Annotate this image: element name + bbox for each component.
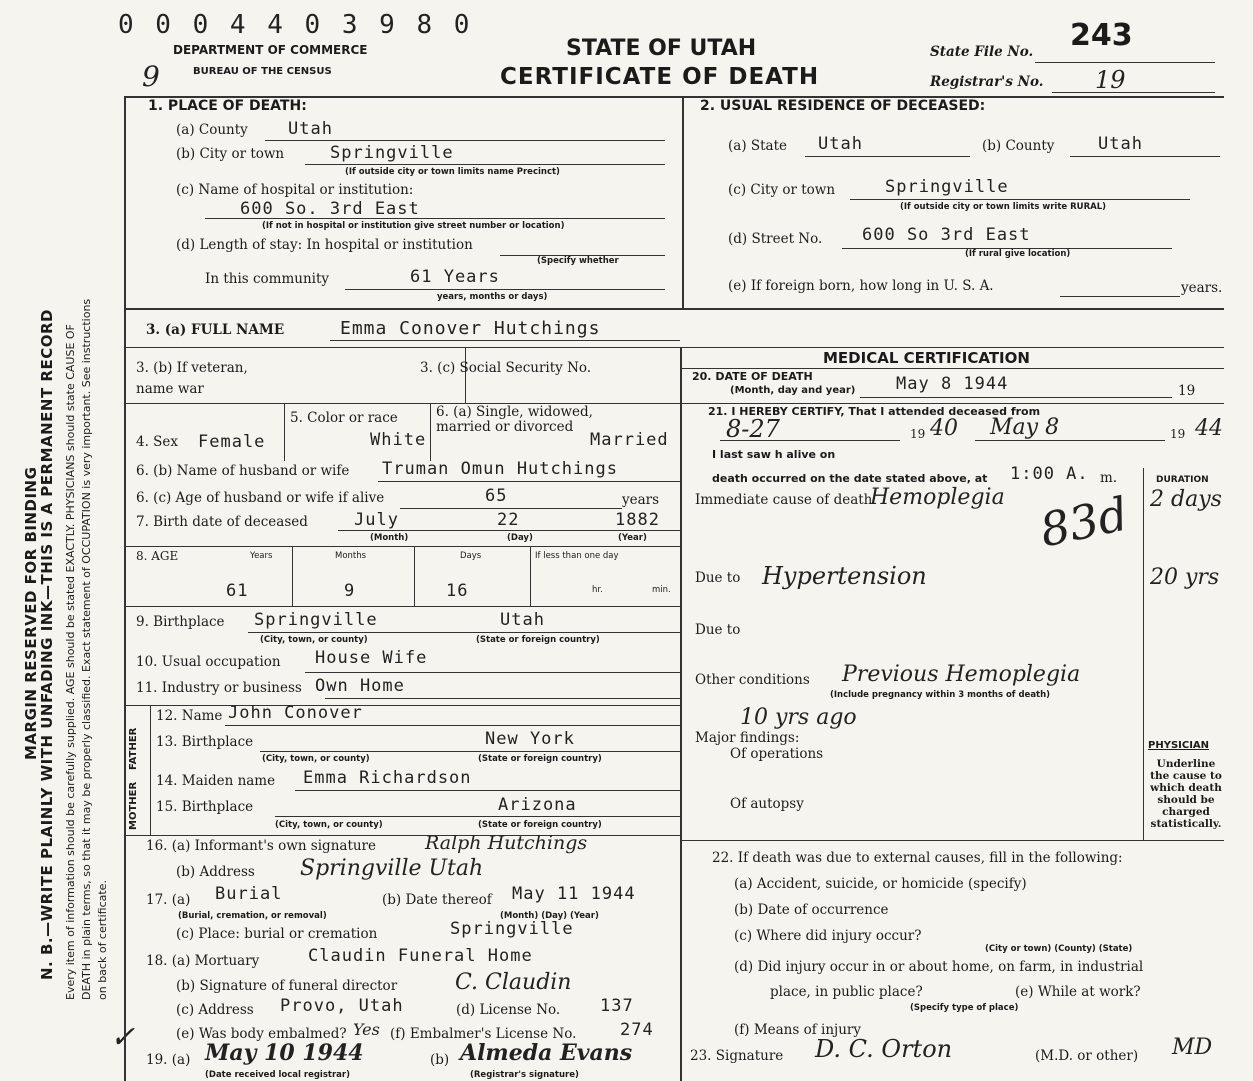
pod-hospital-note: (If not in hospital or institution give street number or location) <box>262 221 565 231</box>
res-street-value: 600 So 3rd East <box>862 225 1031 245</box>
certificate-number: 0 0 0 4 4 0 3 9 8 0 <box>118 10 473 40</box>
registrar-sig-label: (b) <box>430 1052 450 1068</box>
mother-bp-state-note: (State or foreign country) <box>478 820 602 830</box>
maiden-value: Emma Richardson <box>303 768 472 788</box>
embalmed-label: (e) Was body embalmed? <box>176 1026 347 1042</box>
birthplace-city-value: Springville <box>254 610 378 630</box>
dod-nineteen: 19 <box>1178 383 1196 399</box>
other-value: Previous Hemoplegia <box>842 662 1081 687</box>
code-mark: 83d <box>1035 486 1133 558</box>
pod-city-note: (If outside city or town limits name Precinct) <box>345 167 560 177</box>
mortuary-address-value: Provo, Utah <box>280 996 404 1016</box>
license-value: 137 <box>600 996 634 1016</box>
spouse-age-label: 6. (c) Age of husband or wife if alive <box>136 490 385 506</box>
birth-year-value: 1882 <box>615 510 660 530</box>
ssn-label: 3. (c) Social Security No. <box>420 360 592 376</box>
external-d-label: (d) Did injury occur in or about home, on farm, in industrial <box>734 959 1144 975</box>
dod-label: 20. DATE OF DEATH <box>692 370 813 383</box>
immediate-value: Hemoplegia <box>870 485 1005 510</box>
mortuary-value: Claudin Funeral Home <box>308 946 533 966</box>
age-months-label: Months <box>335 551 367 561</box>
state-file-number: 243 <box>1070 18 1133 53</box>
res-city-note: (If outside city or town limits write RURAL) <box>900 202 1107 212</box>
dod-note: (Month, day and year) <box>730 385 856 396</box>
state-file-label: State File No. <box>930 44 1034 60</box>
registrar-sig-note: (Registrar's signature) <box>470 1070 579 1080</box>
age-hr-label: hr. <box>592 585 603 595</box>
external-b-label: (b) Date of occurrence <box>734 902 889 918</box>
burial-date-note: (Month) (Day) (Year) <box>500 911 599 921</box>
burial-note: (Burial, cremation, or removal) <box>178 911 327 921</box>
age-years-label: Years <box>250 551 273 561</box>
state-title: STATE OF UTAH <box>566 36 757 61</box>
margin-binding: MARGIN RESERVED FOR BINDING <box>22 466 40 760</box>
immediate-label: Immediate cause of death <box>695 492 873 508</box>
res-street-label: (d) Street No. <box>728 231 823 247</box>
res-street-note: (If rural give location) <box>965 249 1071 259</box>
external-d-note: (Specify type of place) <box>910 1003 1019 1013</box>
maiden-label: 14. Maiden name <box>156 773 276 789</box>
father-birthplace-label: 13. Birthplace <box>156 734 254 750</box>
birthdate-label: 7. Birth date of deceased <box>136 514 308 530</box>
physician-signature: D. C. Orton <box>815 1035 953 1063</box>
birth-month-value: July <box>354 510 399 530</box>
received-date: May 10 1944 <box>205 1040 364 1066</box>
pod-community-label: In this community <box>205 271 330 287</box>
res-state-value: Utah <box>818 134 863 154</box>
mother-bp-city-note: (City, town, or county) <box>275 820 383 830</box>
embalmed-value: Yes <box>353 1020 380 1039</box>
sex-label: 4. Sex <box>136 434 179 450</box>
informant-address: Springville Utah <box>300 856 484 881</box>
spouse-label: 6. (b) Name of husband or wife <box>136 463 350 479</box>
duration-label: DURATION <box>1156 475 1209 485</box>
external-heading: 22. If death was due to external causes, fill in the following: <box>712 850 1123 866</box>
embalmer-value: 274 <box>620 1020 654 1040</box>
margin-instructions-1: Every item of information should be carefully supplied. AGE should be stated EXACTLY. PHYSICIANS should state CAUSE OF <box>64 324 77 1000</box>
registrar-label: Registrar's No. <box>930 74 1044 90</box>
pod-city-label: (b) City or town <box>176 146 285 162</box>
informant-label: 16. (a) Informant's own signature <box>146 838 377 854</box>
director-signature: C. Claudin <box>455 970 572 995</box>
to-date: May 8 <box>990 415 1060 440</box>
external-c-label: (c) Where did injury occur? <box>734 928 922 944</box>
signature-label: 23. Signature <box>690 1048 784 1064</box>
spouse-age-value: 65 <box>485 486 508 506</box>
from-date: 8-27 <box>726 415 780 443</box>
time-value: 1:00 A. <box>1010 464 1089 484</box>
mortuary-label: 18. (a) Mortuary <box>146 953 260 969</box>
veteran-label: 3. (b) If veteran, name war <box>136 360 248 397</box>
informant-address-label: (b) Address <box>176 864 255 880</box>
res-state-label: (a) State <box>728 138 788 154</box>
father-bp-state-note: (State or foreign country) <box>478 754 602 764</box>
age-days-label: Days <box>460 551 482 561</box>
father-bp-city-note: (City, town, or county) <box>262 754 370 764</box>
bureau: BUREAU OF THE CENSUS <box>193 66 332 77</box>
father-birthplace-value: New York <box>485 729 575 749</box>
mother-birthplace-label: 15. Birthplace <box>156 799 254 815</box>
margin-warning: N. B.—WRITE PLAINLY WITH UNFADING INK—THIS IS A PERMANENT RECORD <box>38 309 56 980</box>
occupation-label: 10. Usual occupation <box>136 654 281 670</box>
father-side-label: FATHER <box>128 727 139 770</box>
res-city-value: Springville <box>885 177 1009 197</box>
res-foreign-label: (e) If foreign born, how long in U. S. A. <box>728 278 994 294</box>
external-e-label: (e) While at work? <box>1015 984 1141 1000</box>
md-label: (M.D. or other) <box>1035 1048 1139 1064</box>
from-year: 40 <box>930 416 958 441</box>
pod-stay-label: (d) Length of stay: In hospital or institution <box>176 237 473 253</box>
margin-instructions-2: DEATH in plain terms, so that it may be properly classified. Exact statement of OCCUPATION is very important. See instructions <box>80 298 93 1000</box>
res-county-value: Utah <box>1098 134 1143 154</box>
pod-community-value: 61 Years <box>410 267 500 287</box>
physician-note: Underline the cause to which death should be charged statistically. <box>1150 758 1222 830</box>
father-name-value: John Conover <box>228 703 363 723</box>
color-label: 5. Color or race <box>290 410 398 426</box>
embalmer-label: (f) Embalmer's License No. <box>390 1026 577 1042</box>
md-value: MD <box>1172 1035 1213 1060</box>
res-foreign-unit: years. <box>1181 280 1223 296</box>
margin-instructions-3: on back of certificate. <box>96 880 109 1000</box>
burial-date-label: (b) Date thereof <box>382 892 492 908</box>
pod-stay-note: (Specify whether <box>537 256 619 266</box>
registrar-number: 19 <box>1095 66 1126 94</box>
sex-value: Female <box>198 432 266 452</box>
external-c-note: (City or town) (County) (State) <box>985 944 1133 954</box>
spouse-age-unit: years <box>622 492 660 508</box>
external-d-label2: place, in public place? <box>770 984 923 1000</box>
from-nineteen: 19 <box>910 427 926 441</box>
certificate-title: CERTIFICATE OF DEATH <box>500 64 820 90</box>
age-years-value: 61 <box>226 581 249 601</box>
informant-signature: Ralph Hutchings <box>425 832 588 854</box>
mother-side-label: MOTHER <box>128 781 139 830</box>
alive-label: I last saw h alive on <box>712 448 836 461</box>
department: DEPARTMENT OF COMMERCE <box>173 43 368 57</box>
dod-value: May 8 1944 <box>896 374 1009 394</box>
age-min-label: min. <box>652 585 671 595</box>
margin-check-mark: ✓ <box>110 1020 136 1055</box>
due2-label: Due to <box>695 622 741 638</box>
birthplace-city-note: (City, town, or county) <box>260 635 368 645</box>
res-county-label: (b) County <box>982 138 1055 154</box>
received-note: (Date received local registrar) <box>205 1070 350 1080</box>
major-findings-label: Major findings: <box>695 730 800 746</box>
immediate-duration: 2 days <box>1150 487 1222 512</box>
marital-label: 6. (a) Single, widowed, married or divorced <box>436 404 593 435</box>
due1-label: Due to <box>695 570 741 586</box>
autopsy-label: Of autopsy <box>730 796 804 812</box>
birthplace-state-value: Utah <box>500 610 545 630</box>
birth-day-note: (Day) <box>507 533 533 543</box>
occupation-value: House Wife <box>315 648 428 668</box>
burial-label: 17. (a) <box>146 892 191 908</box>
time-m-label: m. <box>1100 470 1118 486</box>
medical-heading: MEDICAL CERTIFICATION <box>823 349 1030 367</box>
industry-value: Own Home <box>315 676 405 696</box>
residence-heading: 2. USUAL RESIDENCE OF DECEASED: <box>700 98 986 114</box>
father-name-label: 12. Name <box>156 708 223 724</box>
registrar-signature: Almeda Evans <box>460 1040 633 1066</box>
fullname-value: Emma Conover Hutchings <box>340 318 601 339</box>
industry-label: 11. Industry or business <box>136 680 302 696</box>
physician-heading: PHYSICIAN <box>1148 740 1210 751</box>
birth-year-note: (Year) <box>618 533 647 543</box>
license-label: (d) License No. <box>456 1002 561 1018</box>
mother-birthplace-value: Arizona <box>498 795 577 815</box>
marital-value: Married <box>590 430 669 450</box>
to-nineteen: 19 <box>1170 427 1186 441</box>
external-a-label: (a) Accident, suicide, or homicide (specify) <box>734 876 1027 892</box>
pod-hospital-value: 600 So. 3rd East <box>240 199 420 219</box>
other-label: Other conditions <box>695 672 810 688</box>
age-lessday-label: If less than one day <box>535 551 619 561</box>
age-label: 8. AGE <box>136 549 179 563</box>
due1-value: Hypertension <box>762 562 927 590</box>
burial-place-label: (c) Place: burial or cremation <box>176 926 378 942</box>
mortuary-address-label: (c) Address <box>176 1002 254 1018</box>
birthplace-label: 9. Birthplace <box>136 614 225 630</box>
pod-community-note: years, months or days) <box>437 292 548 302</box>
pod-county-label: (a) County <box>176 122 248 138</box>
external-f-label: (f) Means of injury <box>734 1022 861 1038</box>
burial-date-value: May 11 1944 <box>512 884 636 904</box>
burial-value: Burial <box>215 884 283 904</box>
pod-city-value: Springville <box>330 143 454 163</box>
birth-month-note: (Month) <box>370 533 409 543</box>
age-days-value: 16 <box>446 581 469 601</box>
operations-label: Of operations <box>730 746 824 762</box>
pod-county-value: Utah <box>288 119 333 139</box>
age-months-value: 9 <box>344 581 356 601</box>
spouse-value: Truman Omun Hutchings <box>382 459 618 479</box>
res-city-label: (c) City or town <box>728 182 836 198</box>
occurred-label: death occurred on the date stated above, at <box>712 472 988 485</box>
pod-hospital-label: (c) Name of hospital or institution: <box>176 182 414 198</box>
birthplace-state-note: (State or foreign country) <box>476 635 600 645</box>
director-label: (b) Signature of funeral director <box>176 978 398 994</box>
received-label: 19. (a) <box>146 1052 191 1068</box>
certify-label: 21. I HEREBY CERTIFY, That I attended deceased from <box>708 405 1041 418</box>
other-note: (Include pregnancy within 3 months of death) <box>830 690 1051 700</box>
burial-place-value: Springville <box>450 919 574 939</box>
due1-duration: 20 yrs <box>1150 565 1220 590</box>
color-value: White <box>370 430 427 450</box>
birth-day-value: 22 <box>497 510 520 530</box>
fullname-label: 3. (a) FULL NAME <box>146 322 285 338</box>
to-year: 44 <box>1195 416 1223 441</box>
other-value-2: 10 yrs ago <box>740 705 857 730</box>
corner-mark: 9 <box>142 60 160 93</box>
place-of-death-heading: 1. PLACE OF DEATH: <box>148 98 307 114</box>
